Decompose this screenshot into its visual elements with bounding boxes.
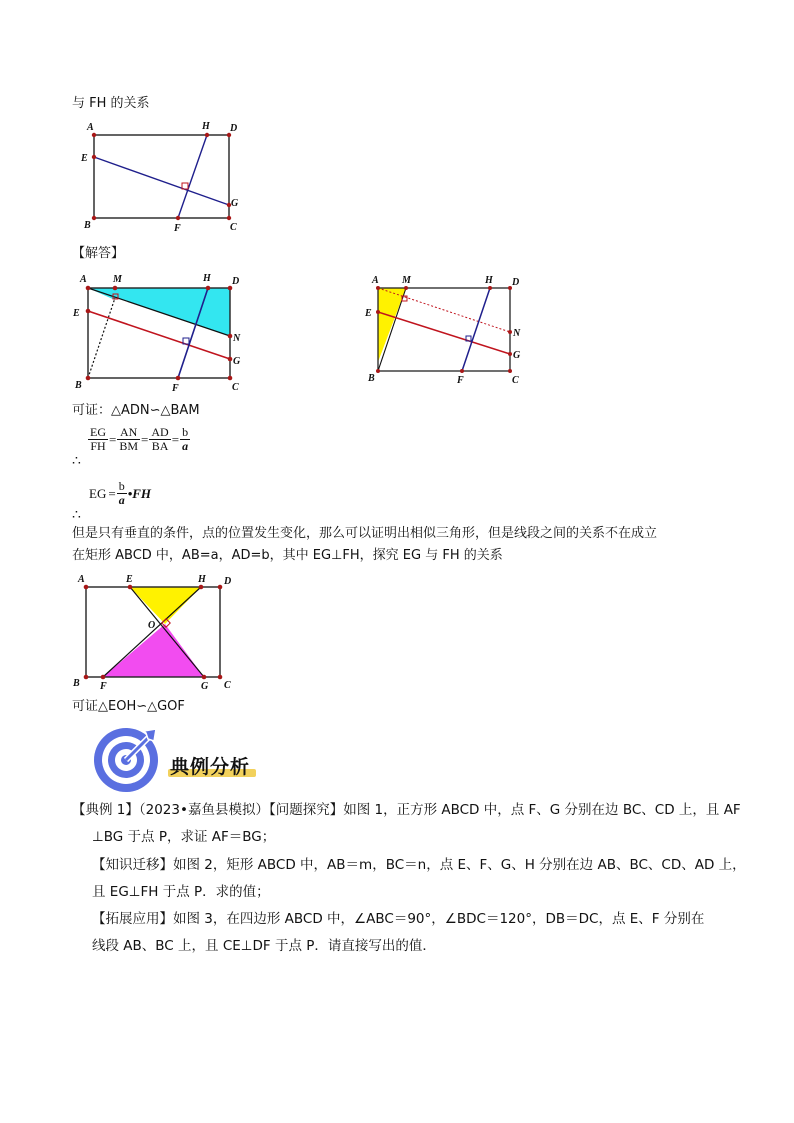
label-d: D <box>230 123 238 134</box>
proof-line-2: 可证△EOH∽△GOF <box>72 699 185 714</box>
example-line-5: 【拓展应用】如图 3，在四边形 ABCD 中，∠ABC＝90°，∠BDC＝120°，DB＝DC，点 E、F 分别在 <box>92 911 705 927</box>
example-line-1: 【典例 1】（2023•嘉鱼县模拟）【问题探究】如图 1，正方形 ABCD 中，点 F、G 分别在边 BC、CD 上，且 AF <box>72 802 741 818</box>
therefore-2: ∴ <box>72 507 81 523</box>
label-h: H <box>202 121 210 132</box>
label-a: A <box>80 274 87 285</box>
answer-label: 【解答】 <box>72 246 125 261</box>
target-icon <box>92 725 162 795</box>
label-e: E <box>73 308 80 319</box>
figure-rectangle-eg-fh <box>74 116 254 236</box>
label-h: H <box>203 273 211 284</box>
label-o: O <box>148 620 156 631</box>
label-f: F <box>100 681 107 692</box>
example-line-4: 且 EG⊥FH 于点 P．求的值； <box>92 884 270 900</box>
triangle-eoh <box>130 587 201 624</box>
segment-eg <box>94 157 229 205</box>
figure-eoh-gof <box>68 570 243 694</box>
label-f: F <box>172 383 179 394</box>
label-e: E <box>81 153 88 164</box>
segment-fh <box>462 288 490 371</box>
label-n: N <box>233 333 241 344</box>
triangle-gof <box>103 624 204 677</box>
figure-answer-yellow <box>362 270 537 388</box>
label-b: B <box>75 380 82 391</box>
label-a: A <box>372 275 379 286</box>
segment-fh <box>178 135 207 218</box>
label-h: H <box>198 574 206 585</box>
label-a: A <box>78 574 85 585</box>
example-line-6: 线段 AB、BC 上，且 CE⊥DF 于点 P．请直接写出的值． <box>92 938 436 954</box>
label-f: F <box>457 375 464 386</box>
label-c: C <box>224 680 231 691</box>
example-line-3: 【知识迁移】如图 2，矩形 ABCD 中，AB＝m，BC＝n，点 E、F、G、H 分别在边 AB、BC、CD、AD 上， <box>92 857 746 873</box>
label-f: F <box>174 223 181 234</box>
segment-bm <box>88 298 115 378</box>
label-g: G <box>233 356 241 367</box>
label-n: N <box>513 328 521 339</box>
points <box>92 133 231 220</box>
label-d: D <box>232 276 240 287</box>
example-line-2: ⊥BG 于点 P，求证 AF＝BG； <box>92 829 276 845</box>
top-caption: 与 FH 的关系 <box>72 96 150 111</box>
label-g: G <box>201 681 209 692</box>
label-b: B <box>368 373 375 384</box>
label-d: D <box>224 576 232 587</box>
label-g: G <box>231 198 239 209</box>
label-e: E <box>365 308 372 319</box>
segment-an <box>378 288 510 332</box>
label-m: M <box>402 275 411 286</box>
label-b: B <box>84 220 91 231</box>
figure-answer-cyan <box>68 268 258 398</box>
result-equation: EG = $\frac{b}{a}$ •FH <box>89 479 152 507</box>
proof-line: 可证：△ADN∽△BAM <box>72 403 200 418</box>
label-h: H <box>485 275 493 286</box>
section-title: 典例分析 <box>170 756 251 778</box>
label-c: C <box>230 222 237 233</box>
therefore-1: ∴ <box>72 453 81 469</box>
label-c: C <box>512 375 519 386</box>
label-e: E <box>126 574 133 585</box>
label-b: B <box>73 678 80 689</box>
problem-line: 在矩形 ABCD 中，AB=a，AD=b，其中 EG⊥FH，探究 EG 与 FH 的关系 <box>72 548 503 563</box>
label-g: G <box>513 350 521 361</box>
label-c: C <box>232 382 239 393</box>
rectangle-abcd <box>94 135 229 218</box>
label-a: A <box>87 122 94 133</box>
segment-eg <box>378 312 510 354</box>
label-m: M <box>113 274 122 285</box>
label-d: D <box>512 277 520 288</box>
ratio-equation: $\frac{EG}{FH}$ = $\frac{AN}{BM}$ = $\frac{AD}{BA}$ = $\frac{b}{a}$ <box>90 425 189 453</box>
note-line: 但是只有垂直的条件，点的位置发生变化，那么可以证明出相似三角形，但是线段之间的关系不在成立 <box>72 526 658 541</box>
